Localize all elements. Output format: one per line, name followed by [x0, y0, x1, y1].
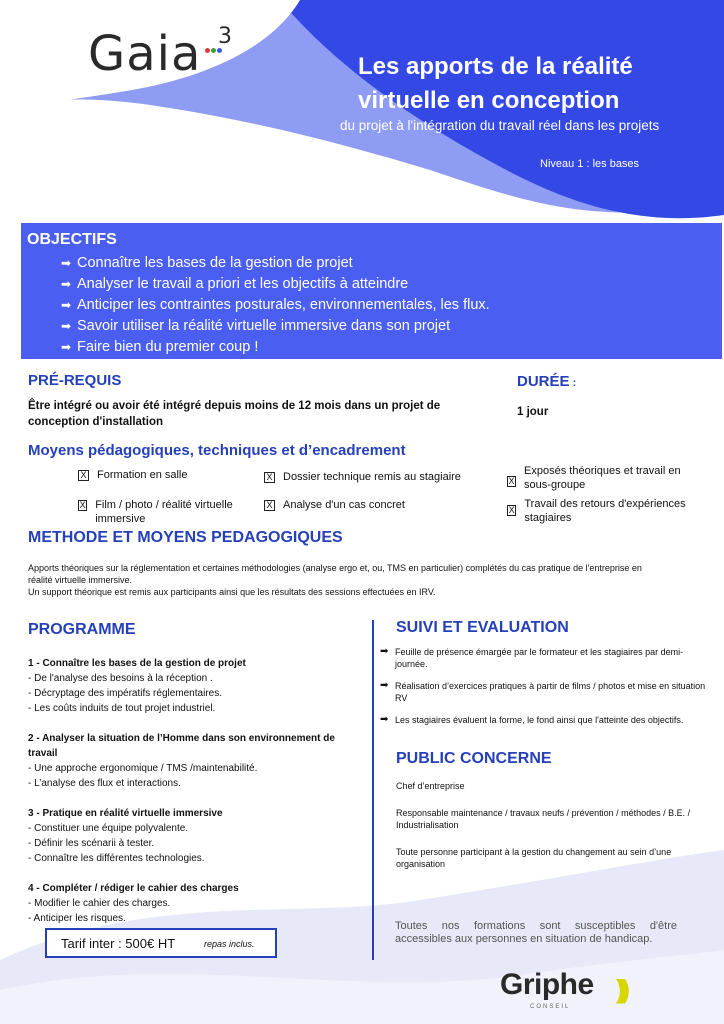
- objectives-title: OBJECTIFS: [27, 231, 117, 248]
- evaluation-item: ➡ Réalisation d’exercices pratiques à partir de films / photos et mise en situation RV: [380, 680, 706, 703]
- audience-item: Chef d’entreprise: [396, 781, 465, 791]
- gaia-logo: [88, 24, 232, 96]
- objectives-box: [21, 223, 722, 359]
- arrow-right-icon: ➡: [61, 256, 72, 270]
- price-text: Tarif inter : 500€ HT: [61, 936, 176, 951]
- level-label: Niveau 1 : les bases: [540, 158, 640, 170]
- page-title: Les apports de la réalité virtuelle en conception: [358, 53, 633, 114]
- means-item: X Film / photo / réalité virtuelle immersive: [79, 499, 233, 525]
- arrow-right-icon: ➡: [61, 319, 72, 333]
- price-box: [45, 928, 277, 958]
- checkbox-checked-icon: X: [264, 472, 275, 483]
- objective-item: ➡ Savoir utiliser la réalité virtuelle immersive dans son projet: [61, 316, 490, 337]
- program-title: PROGRAMME: [28, 621, 136, 638]
- audience-item: Responsable maintenance / travaux neufs / prévention / méthodes / B.E. / Industrialisation: [396, 808, 691, 830]
- program-list: [28, 656, 358, 941]
- means-item: X Dossier technique remis au stagiaire: [264, 470, 494, 484]
- arrow-right-icon: ➡: [61, 298, 72, 312]
- objective-item: ➡ Faire bien du premier coup !: [61, 337, 490, 358]
- evaluation-title: SUIVI ET EVALUATION: [396, 619, 569, 636]
- duration-value: 1 jour: [517, 406, 549, 418]
- accessibility-note: Toutes nos formations sont susceptibles d'être accessibles aux personnes en situation de handicap.: [395, 920, 677, 945]
- means-item: X Travail des retours d'expériences stagiaires: [508, 498, 686, 524]
- prerequisites-text: Être intégré ou avoir été intégré depuis moins de 12 mois dans un projet de conception d'installation: [28, 400, 441, 428]
- griphe-logo-subtext: CONSEIL: [530, 1004, 571, 1010]
- sound-waves-icon: ))): [616, 974, 624, 1004]
- method-text: Apports théoriques sur la réglementation et certaines méthodologies (analyse ergo et, ou, TMS en particulier) complétés du cas pratique de l'entreprise en réalité virtuelle immersive. Un support théorique est remis aux participants ainsi que les résultats des sessions effectuées en IRV.: [28, 563, 642, 597]
- arrow-right-icon: ➡: [380, 680, 389, 691]
- program-section: 3 - Pratique en réalité virtuelle immersive - Constituer une équipe polyvalente. - Définir les scénarii à tester. - Connaître les différentes technologies.: [28, 808, 223, 864]
- means-title: Moyens pédagogiques, techniques et d’encadrement: [28, 442, 406, 459]
- program-section: 2 - Analyser la situation de l’Homme dans son environnement de travail - Une approche ergonomique / TMS /maintenabilité. - L’analyse des flux et interactions.: [28, 733, 335, 789]
- program-section: 4 - Compléter / rédiger le cahier des charges - Modifier le cahier des charges. - Anticiper les risques.: [28, 883, 239, 924]
- means-item: X Formation en salle: [78, 468, 248, 482]
- objective-item: ➡ Anticiper les contraintes posturales, environnementales, les flux.: [61, 295, 490, 316]
- column-divider: [372, 620, 374, 960]
- arrow-right-icon: ➡: [61, 277, 72, 291]
- means-item: X Exposés théoriques et travail en sous-groupe: [508, 465, 681, 491]
- means-item: X Analyse d'un cas concret: [264, 498, 494, 512]
- arrow-right-icon: ➡: [380, 714, 389, 725]
- audience-title: PUBLIC CONCERNE: [396, 750, 552, 767]
- griphe-logo-text: Griphe: [500, 968, 594, 1001]
- logo-text: Gaia: [88, 26, 202, 82]
- checkbox-checked-icon: X: [508, 505, 515, 515]
- arrow-right-icon: ➡: [61, 340, 72, 354]
- arrow-right-icon: ➡: [380, 646, 389, 657]
- checkbox-checked-icon: X: [508, 476, 515, 486]
- checkbox-checked-icon: X: [78, 470, 89, 481]
- objectives-list: [61, 253, 490, 358]
- evaluation-item: ➡ Feuille de présence émargée par le formateur et les stagiaires par demi-journée.: [380, 646, 684, 669]
- objective-item: ➡ Analyser le travail a priori et les objectifs à atteindre: [61, 274, 490, 295]
- audience-list: [396, 780, 696, 885]
- evaluation-list: [380, 646, 710, 736]
- page-subtitle: du projet à l'intégration du travail réel dans les projets: [340, 118, 660, 133]
- price-note: repas inclus.: [204, 939, 255, 949]
- method-title: METHODE ET MOYENS PEDAGOGIQUES: [28, 529, 343, 546]
- checkbox-checked-icon: X: [79, 500, 86, 510]
- checkbox-checked-icon: X: [264, 500, 275, 511]
- audience-item: Toute personne participant à la gestion du changement au sein d’une organisation: [396, 847, 672, 869]
- griphe-logo: [500, 968, 670, 1018]
- duration-title: DURÉE :: [517, 373, 577, 390]
- program-section: 1 - Connaître les bases de la gestion de projet - De l'analyse des besoins à la réception . - Décryptage des impératifs réglementaires. - Les coûts induits de tout projet industriel.: [28, 658, 246, 714]
- evaluation-item: ➡ Les stagiaires évaluent la forme, le fond ainsi que l'atteinte des objectifs.: [380, 714, 684, 725]
- prerequisites-title: PRÉ-REQUIS: [28, 372, 122, 389]
- objective-item: ➡ Connaître les bases de la gestion de projet: [61, 253, 490, 274]
- logo-superscript: 3: [218, 24, 232, 49]
